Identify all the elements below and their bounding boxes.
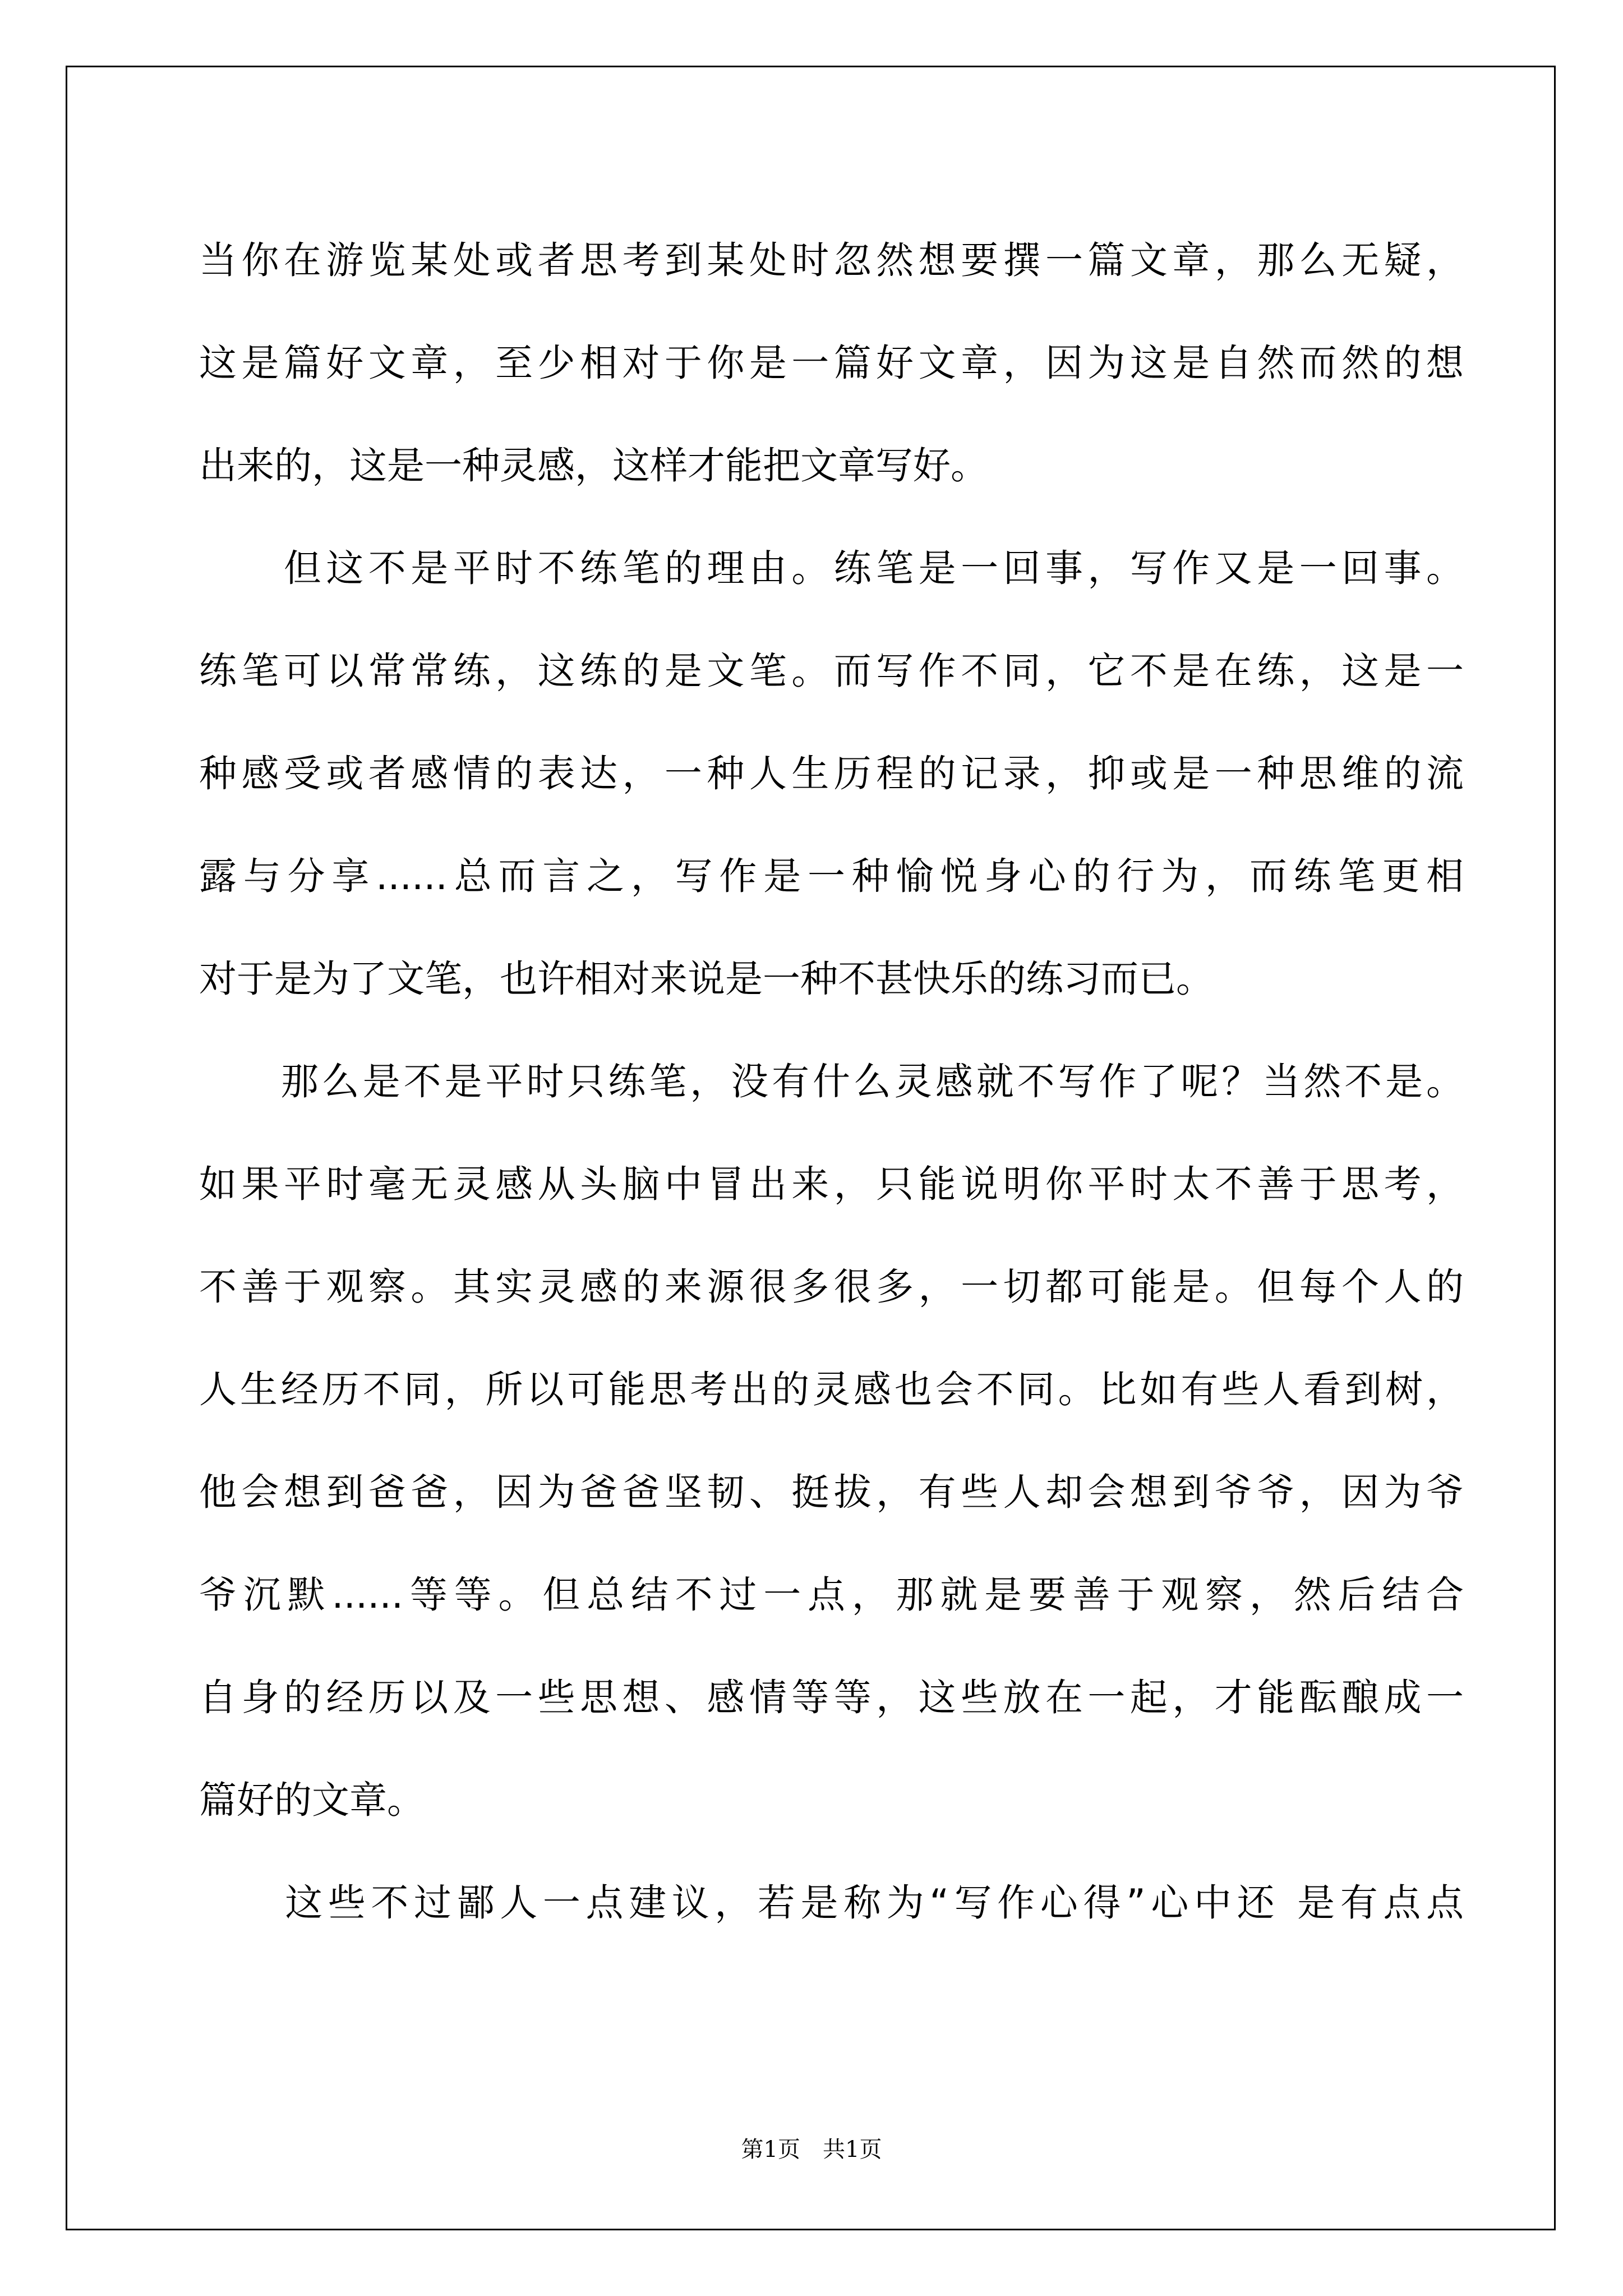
- text-line: 但这不是平时不练笔的理由。练笔是一回事，写作又是一回事。: [199, 546, 1464, 590]
- text-line: 爷沉默......等等。但总结不过一点，那就是要善于观察，然后结合: [199, 1573, 1464, 1617]
- text-line: 这是篇好文章，至少相对于你是一篇好文章，因为这是自然而然的想: [199, 341, 1464, 385]
- text-line: 人生经历不同，所以可能思考出的灵感也会不同。比如有些人看到树，: [199, 1368, 1464, 1411]
- text-line: 出来的，这是一种灵感，这样才能把文章写好。: [199, 444, 988, 487]
- page-footer: 第1页 共1页: [741, 2137, 882, 2162]
- text-line: 那么是不是平时只练笔，没有什么灵感就不写作了呢？当然不是。: [199, 1060, 1464, 1103]
- text-line: 篇好的文章。: [199, 1778, 425, 1822]
- text-line: 当你在游览某处或者思考到某处时忽然想要撰一篇文章，那么无疑，: [199, 238, 1464, 282]
- text-line: 不善于观察。其实灵感的来源很多很多，一切都可能是。但每个人的: [199, 1265, 1464, 1309]
- text-line: 对于是为了文笔，也许相对来说是一种不甚快乐的练习而已。: [199, 957, 1214, 1001]
- text-line: 如果平时毫无灵感从头脑中冒出来，只能说明你平时太不善于思考，: [199, 1162, 1464, 1206]
- text-line: 练笔可以常常练，这练的是文笔。而写作不同，它不是在练，这是一: [199, 649, 1464, 693]
- text-line: 露与分享......总而言之，写作是一种愉悦身心的行为，而练笔更相: [199, 854, 1464, 898]
- document-body: [199, 209, 1464, 1954]
- text-line: 他会想到爸爸，因为爸爸坚韧、挺拔，有些人却会想到爷爷，因为爷: [199, 1470, 1464, 1514]
- text-line: 自身的经历以及一些思想、感情等等，这些放在一起，才能酝酿成一: [199, 1676, 1464, 1719]
- text-line: 种感受或者感情的表达，一种人生历程的记录，抑或是一种思维的流: [199, 752, 1464, 795]
- text-line: 这些不过鄙人一点建议，若是称为“写作心得”心中还 是有点点: [199, 1881, 1464, 1925]
